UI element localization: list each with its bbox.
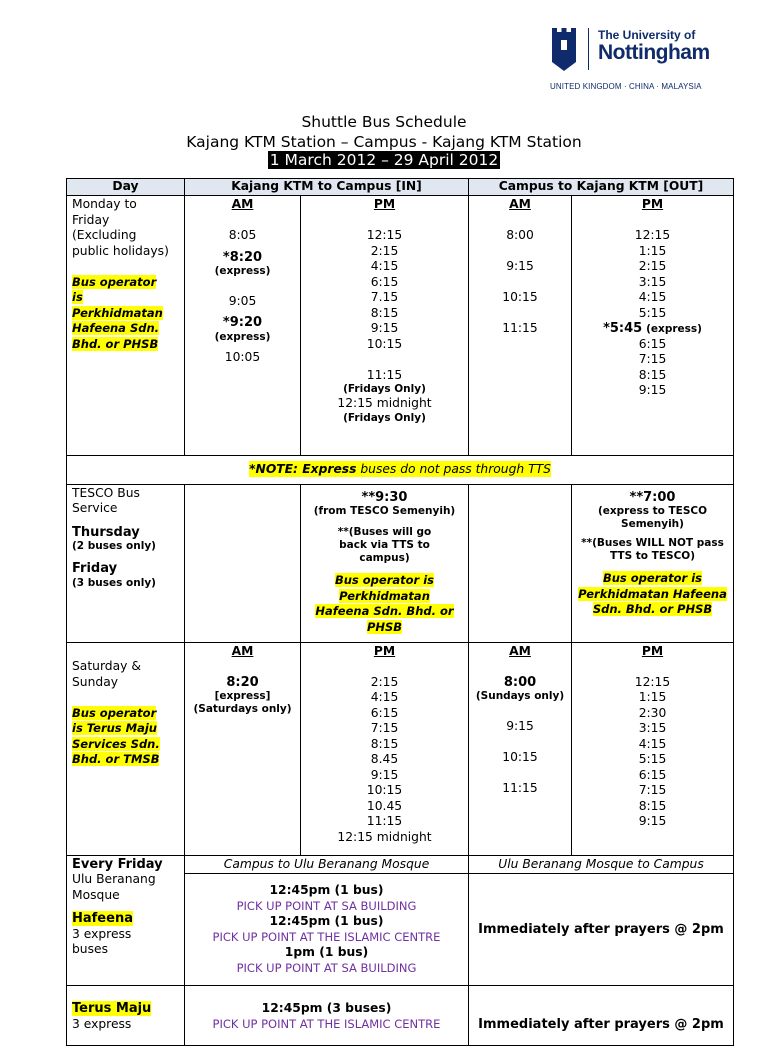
- time-note: (express): [214, 330, 271, 343]
- time: 8:20: [226, 674, 259, 690]
- time: 1:15: [638, 243, 667, 258]
- time: 11:15: [502, 321, 538, 335]
- time: *9:20: [222, 315, 263, 330]
- tesco-in-pm: [301, 484, 469, 642]
- time: 7:15: [638, 783, 667, 797]
- time: 8:00: [503, 674, 537, 690]
- time: 1:15: [638, 690, 667, 704]
- page-title: Shuttle Bus Schedule: [301, 113, 467, 131]
- trip-pickup: PICK UP POINT AT THE ISLAMIC CENTRE: [212, 929, 441, 944]
- tesco-thursday-note: (2 buses only): [72, 540, 156, 552]
- tesco-thursday: Thursday: [72, 524, 140, 540]
- time: 12:15: [366, 228, 403, 242]
- weekday-in-pm: [301, 196, 469, 456]
- time: 9:15: [638, 383, 667, 397]
- time-note: (Sundays only): [475, 690, 565, 702]
- time-note: (Saturdays only): [193, 703, 292, 715]
- time: *5:45: [603, 321, 643, 336]
- time: 6:15: [638, 336, 667, 351]
- tesco-friday-note: (3 buses only): [72, 576, 156, 589]
- time: 6:15: [370, 705, 399, 720]
- tesco-friday: Friday: [72, 561, 118, 576]
- weekend-day-line: Sunday: [72, 674, 119, 689]
- time: 2:15: [370, 674, 399, 689]
- weekend-in-am: [185, 642, 301, 855]
- time: 12:15 midnight: [337, 396, 432, 410]
- tesco-label: Service: [72, 501, 118, 515]
- am-label: AM: [231, 643, 254, 658]
- express-note-text: buses do not pass through TTS: [356, 462, 551, 476]
- logo-line-3: UNITED KINGDOM · CHINA · MALAYSIA: [550, 82, 702, 91]
- friday-header-in: Campus to Ulu Beranang Mosque: [185, 855, 469, 874]
- trip-pickup: PICK UP POINT AT SA BUILDING: [236, 960, 417, 975]
- friday-place: Ulu Beranang: [72, 872, 156, 886]
- route-title: Kajang KTM Station – Campus - Kajang KTM Station: [186, 133, 582, 151]
- trip-time: 1pm (1 bus): [284, 945, 369, 959]
- time: 6:15: [638, 767, 667, 782]
- friday-header-row: [67, 855, 734, 874]
- time: 7:15: [370, 721, 399, 735]
- pm-label: PM: [641, 643, 664, 658]
- weekend-out-pm: [572, 642, 734, 855]
- terus-buses: 3 express: [72, 1016, 132, 1031]
- tesco-out-pm: [572, 484, 734, 642]
- am-label: AM: [231, 197, 254, 211]
- time: 4:15: [370, 259, 399, 273]
- tesco-in-note: **(Buses will go back via TTS to campus): [337, 526, 432, 564]
- time: 4:15: [370, 690, 399, 704]
- time: 2:30: [638, 705, 667, 720]
- friday-title: Every Friday: [72, 856, 163, 872]
- terus-label: Terus Maju: [72, 1001, 152, 1016]
- weekday-day-cell: [67, 196, 185, 456]
- weekday-day-line: public holidays): [72, 243, 169, 258]
- time: 8.45: [370, 752, 399, 766]
- time: 10:05: [224, 349, 261, 364]
- weekday-day-line: Friday: [72, 212, 110, 227]
- time: 9:15: [506, 259, 534, 273]
- time: 2:15: [638, 259, 667, 273]
- express-note: [249, 461, 551, 477]
- tesco-out-operator: Bus operator is Perkhidmatan Hafeena Sdn. Bhd. or PHSB: [578, 571, 727, 616]
- weekend-day-line: Saturday &: [72, 659, 141, 673]
- pm-label: PM: [641, 197, 664, 211]
- time: 7:15: [638, 352, 667, 366]
- time: 5:15: [638, 752, 667, 766]
- tesco-in-am: [185, 484, 301, 642]
- time: 5:15: [638, 305, 667, 320]
- time: 10:15: [366, 336, 403, 351]
- weekday-out-pm: [572, 196, 734, 456]
- time-note: [express]: [214, 690, 271, 702]
- time: 4:15: [638, 290, 667, 304]
- time-note: (express): [214, 265, 271, 277]
- time: 10:15: [502, 290, 538, 304]
- time: 9:15: [638, 814, 667, 828]
- time-note: (Fridays Only): [343, 411, 426, 424]
- time: 11:15: [366, 367, 403, 382]
- hafeena-label: Hafeena: [72, 911, 133, 926]
- time: 3:15: [638, 721, 667, 735]
- tesco-in-from: (from TESCO Semenyih): [313, 505, 456, 517]
- terus-row: [67, 986, 734, 1046]
- date-range: [0, 150, 768, 170]
- hafeena-buses: buses: [72, 942, 108, 956]
- header-out: Campus to Kajang KTM [OUT]: [469, 179, 734, 196]
- friday-place: Mosque: [72, 887, 120, 902]
- time: *8:20: [222, 249, 263, 265]
- weekday-day-line: (Excluding: [72, 228, 137, 242]
- time-note: (express): [646, 323, 702, 335]
- logo-line-2: Nottingham: [598, 41, 710, 64]
- weekday-operator: Bus operator is Perkhidmatan Hafeena Sdn. Bhd. or PHSB: [72, 274, 163, 351]
- time: 7.15: [370, 290, 399, 304]
- time: 12:15: [634, 228, 671, 242]
- time: 9:15: [370, 321, 399, 335]
- time: 8:15: [370, 305, 399, 320]
- tesco-in-operator: Bus operator is Perkhidmatan Hafeena Sdn. Bhd. or PHSB: [315, 573, 454, 634]
- hafeena-buses: 3 express: [72, 926, 132, 941]
- am-label: AM: [509, 643, 531, 658]
- tesco-out-time: **7:00: [629, 489, 676, 505]
- time: 8:15: [638, 798, 667, 813]
- time: 9:05: [228, 293, 257, 308]
- time: 8:05: [228, 228, 257, 242]
- tesco-in-time: **9:30: [361, 489, 408, 505]
- header-day: Day: [67, 179, 185, 196]
- tesco-label: TESCO Bus: [72, 485, 140, 500]
- weekday-out-am: [469, 196, 572, 456]
- am-label: AM: [509, 197, 531, 211]
- hafeena-trips: [185, 874, 469, 986]
- terus-day-cell: [67, 986, 185, 1046]
- time: 12:15 midnight: [337, 829, 432, 844]
- time: 9:15: [370, 767, 399, 782]
- friday-day-cell: [67, 855, 185, 986]
- terus-return: Immediately after prayers @ 2pm: [478, 1017, 724, 1032]
- nottingham-crest-icon: [550, 26, 578, 72]
- date-range-text: 1 March 2012 – 29 April 2012: [269, 151, 499, 169]
- time: 10.45: [366, 798, 403, 813]
- express-note-prefix: *NOTE: Express: [249, 462, 357, 476]
- time: 8:15: [370, 736, 399, 751]
- schedule-table: [66, 178, 734, 1046]
- time: 4:15: [638, 736, 667, 751]
- weekday-row: [67, 196, 734, 456]
- weekend-in-pm: [301, 642, 469, 855]
- trip-time: 12:45pm (3 buses): [261, 1001, 392, 1015]
- time: 6:15: [370, 274, 399, 289]
- trip-time: 12:45pm (1 bus): [269, 883, 384, 897]
- logo-line-1: The University of: [598, 28, 696, 42]
- time: 8:00: [506, 228, 534, 242]
- tesco-out-express: (express to TESCO Semenyih): [597, 505, 708, 530]
- tesco-day-cell: [67, 484, 185, 642]
- tesco-out-note: **(Buses WILL NOT pass TTS to TESCO): [581, 537, 724, 562]
- time: 9:15: [506, 718, 534, 733]
- time: 2:15: [370, 243, 399, 258]
- friday-header-out: Ulu Beranang Mosque to Campus: [469, 855, 734, 874]
- pm-label: PM: [373, 197, 396, 211]
- university-logo: [550, 24, 710, 94]
- time: 8:15: [638, 367, 667, 382]
- weekend-day-cell: [67, 642, 185, 855]
- time: 11:15: [502, 780, 538, 795]
- logo-divider: [588, 28, 589, 70]
- trip-time: 12:45pm (1 bus): [269, 914, 384, 928]
- pm-label: PM: [373, 643, 396, 658]
- note-row: [67, 456, 734, 485]
- header-row: [67, 179, 734, 196]
- weekend-row: [67, 642, 734, 855]
- time: 10:15: [502, 749, 538, 764]
- header-in: Kajang KTM to Campus [IN]: [185, 179, 469, 196]
- time: 11:15: [366, 814, 403, 828]
- time: 3:15: [638, 274, 667, 289]
- time: 10:15: [366, 783, 403, 797]
- tesco-out-am: [469, 484, 572, 642]
- weekend-out-am: [469, 642, 572, 855]
- time: 12:15: [634, 674, 671, 689]
- time-note: (Fridays Only): [343, 383, 426, 395]
- tesco-row: [67, 484, 734, 642]
- terus-trips: [185, 986, 469, 1046]
- weekday-in-am: [185, 196, 301, 456]
- trip-pickup: PICK UP POINT AT THE ISLAMIC CENTRE: [212, 1016, 441, 1031]
- hafeena-return: Immediately after prayers @ 2pm: [469, 874, 734, 986]
- weekday-day-line: Monday to: [72, 197, 137, 211]
- trip-pickup: PICK UP POINT AT SA BUILDING: [236, 898, 417, 913]
- weekend-operator: Bus operator is Terus Maju Services Sdn. Bhd. or TMSB: [72, 705, 160, 766]
